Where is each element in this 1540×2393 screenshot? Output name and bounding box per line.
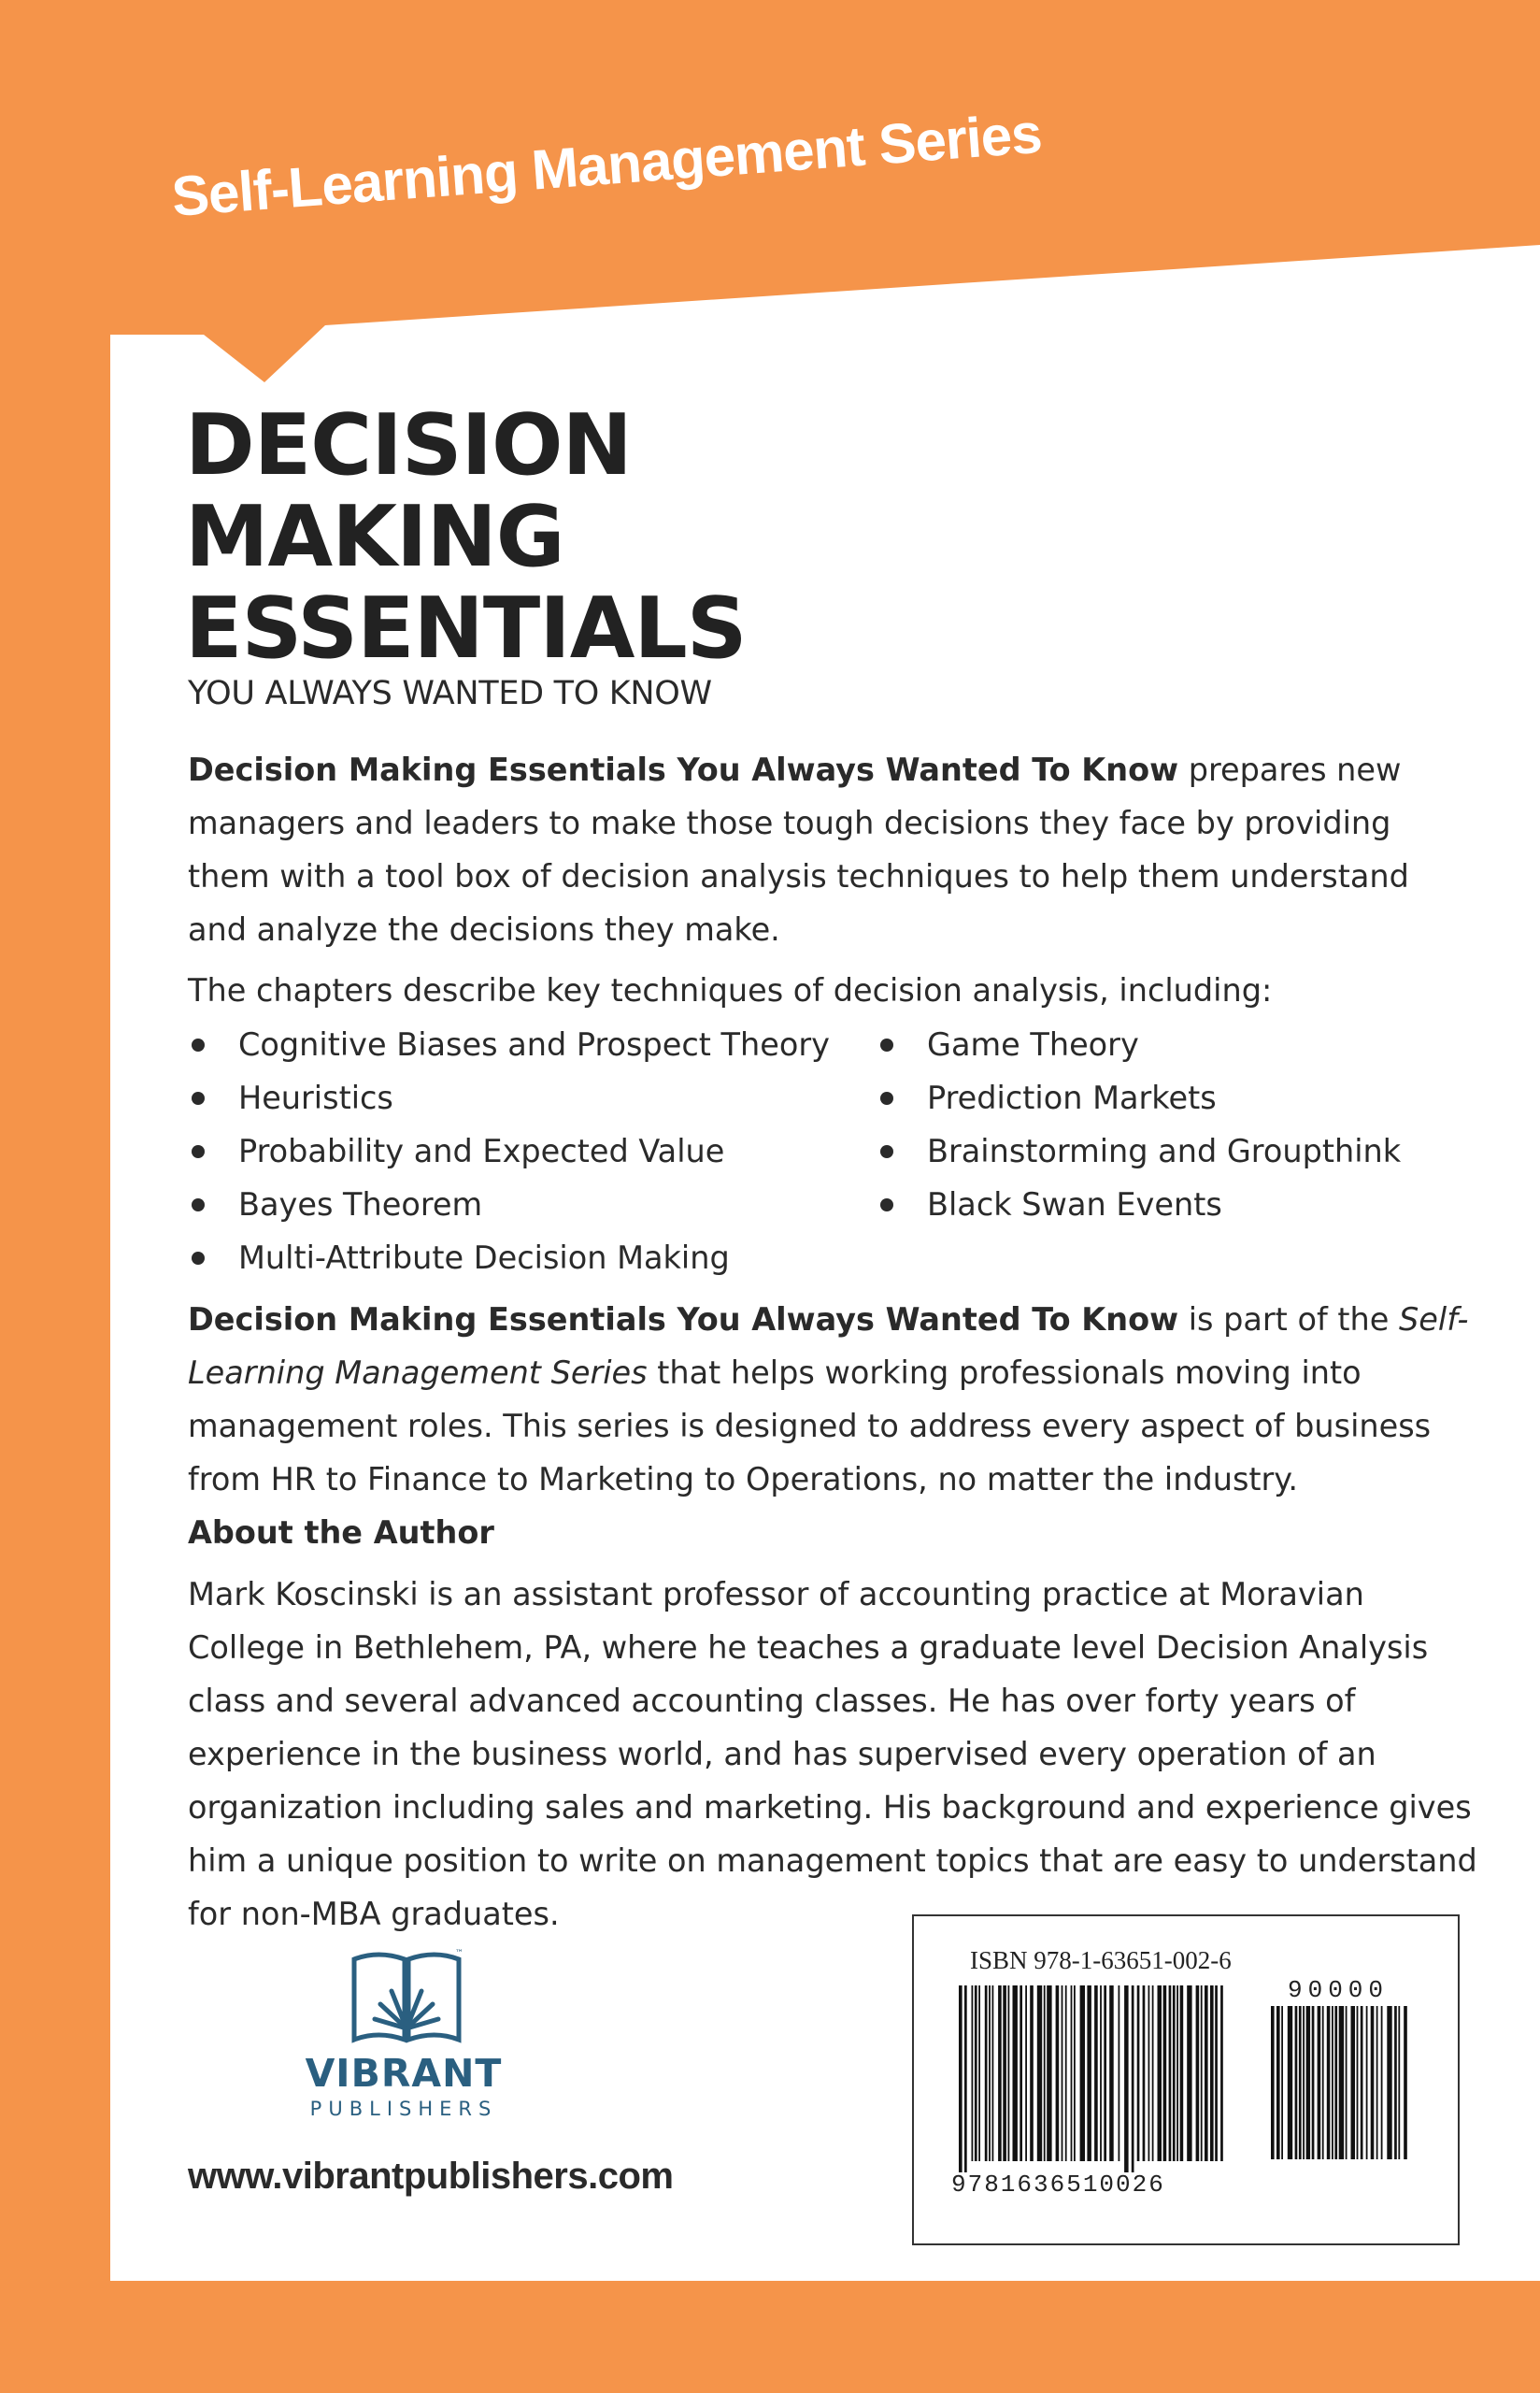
barcode-bar — [1327, 2006, 1331, 2159]
barcode-bar — [1187, 1985, 1191, 2161]
barcode-bar — [1334, 2006, 1337, 2159]
barcode-bar — [1124, 1985, 1129, 2172]
barcode-bar — [1318, 2006, 1321, 2159]
barcode-bar — [1152, 1985, 1154, 2161]
barcode-bar — [1339, 2006, 1344, 2159]
topic-item: Prediction Markets — [877, 1071, 1401, 1125]
barcode-bar — [1158, 1985, 1162, 2161]
intro-paragraph — [188, 743, 1477, 956]
topic-item: Black Swan Events — [877, 1178, 1401, 1231]
barcode-bar — [1281, 2006, 1283, 2159]
barcode-bar — [1312, 2006, 1315, 2159]
title-line-3: ESSENTIALS — [185, 580, 747, 678]
barcode-bar — [975, 1985, 977, 2161]
barcode-bar — [1351, 2006, 1356, 2159]
isbn-barcode — [912, 1914, 1460, 2245]
barcode-bar — [1357, 2006, 1359, 2159]
addon-barcode-bars — [1269, 2006, 1409, 2171]
barcode-bar — [1065, 1985, 1067, 2161]
barcode-bar — [1104, 1985, 1106, 2161]
barcode-bar — [1074, 1985, 1076, 2161]
barcode-bar — [1303, 2006, 1305, 2159]
series-title: Self-Learning Management Series — [169, 101, 1044, 228]
isbn-label: ISBN 978-1-63651-002-6 — [970, 1946, 1232, 1974]
series-paragraph — [188, 1293, 1477, 1506]
about-author-body: Mark Koscinski is an assistant professor of accounting practice at Moravian College in Bethlehem, PA, where he teaches a graduate level Decision Analysis class and several advanced accounting classes. He has over forty years of experience in the business world, and has supervised every operation of an organization including sales and marketing. His background and experience gives him a unique position to write on management topics that are easy to understand for non-MBA graduates. — [188, 1576, 1477, 1932]
barcode-bar — [1387, 2006, 1391, 2159]
barcode-bar — [1205, 1985, 1208, 2161]
barcode-bar — [1220, 1985, 1223, 2161]
barcode-bar — [1137, 1985, 1140, 2161]
topic-item: Heuristics — [188, 1071, 830, 1125]
barcode-bar — [1394, 2006, 1397, 2159]
barcode-bar — [1013, 1985, 1018, 2161]
series-text-2: that helps working professionals moving into management roles. This series is designed to address every aspect of business from HR to Finance to Marketing to Operations, no matter the industry. — [188, 1354, 1432, 1497]
barcode-bar — [1288, 2006, 1292, 2159]
topic-item: Cognitive Biases and Prospect Theory — [188, 1018, 830, 1071]
publisher-subname: PUBLISHERS — [309, 2098, 498, 2120]
barcode-digits: 9781636510026 — [951, 2171, 1165, 2199]
barcode-bar — [1201, 1985, 1203, 2161]
series-text-1: is part of the — [1178, 1301, 1400, 1338]
barcode-bar — [1062, 1985, 1063, 2161]
series-book-name: Decision Making Essentials You Always Wanted To Know — [188, 1301, 1179, 1338]
topics-list-right — [877, 1018, 1401, 1231]
barcode-bar — [1047, 1985, 1051, 2161]
barcode-bar — [1271, 2006, 1275, 2159]
barcode-bar — [1020, 1985, 1022, 2161]
barcode-bar — [1276, 2006, 1280, 2159]
barcode-bar — [1100, 1985, 1102, 2161]
barcode-bar — [1030, 1985, 1034, 2161]
open-book-icon — [350, 1946, 463, 2049]
main-barcode-bars — [957, 1985, 1228, 2172]
barcode-bar — [1376, 2006, 1378, 2159]
barcode-bar — [1037, 1985, 1042, 2161]
barcode-bar — [1332, 2006, 1333, 2159]
barcode-bar — [972, 1985, 974, 2161]
topics-list-left — [188, 1018, 830, 1284]
barcode-bar — [1094, 1985, 1098, 2161]
barcode-bar — [1361, 2006, 1363, 2159]
barcode-bar — [1180, 1985, 1184, 2161]
barcode-bar — [1148, 1985, 1150, 2161]
price-code: 90000 — [1288, 1976, 1390, 2004]
barcode-bar — [1044, 1985, 1046, 2161]
barcode-bar — [964, 1985, 967, 2172]
topic-item: Brainstorming and Groupthink — [877, 1125, 1401, 1178]
barcode-bar — [1163, 1985, 1167, 2161]
barcode-bar — [959, 1985, 962, 2172]
barcode-bar — [1003, 1985, 1006, 2161]
barcode-bar — [1169, 1985, 1172, 2161]
barcode-bar — [1087, 1985, 1091, 2161]
publisher-website[interactable]: www.vibrantpublishers.com — [188, 2156, 674, 2197]
barcode-bar — [1056, 1985, 1060, 2161]
barcode-bar — [1119, 1985, 1120, 2161]
barcode-bar — [1371, 2006, 1375, 2159]
publisher-name: VIBRANT — [305, 2051, 503, 2096]
barcode-bar — [998, 1985, 1002, 2161]
topic-item: Multi-Attribute Decision Making — [188, 1231, 830, 1284]
barcode-bar — [1173, 1985, 1176, 2161]
barcode-bar — [1306, 2006, 1311, 2159]
topic-item: Bayes Theorem — [188, 1178, 830, 1231]
barcode-bar — [1143, 1985, 1146, 2161]
barcode-bar — [1025, 1985, 1027, 2161]
barcode-bar — [1215, 1985, 1218, 2161]
barcode-bar — [1109, 1985, 1114, 2161]
barcode-bar — [1322, 2006, 1324, 2159]
barcode-bar — [1008, 1985, 1010, 2161]
book-subtitle: YOU ALWAYS WANTED TO KNOW — [188, 675, 712, 712]
book-title — [185, 396, 747, 678]
intro-book-name: Decision Making Essentials You Always Wanted To Know — [188, 752, 1179, 788]
barcode-bar — [1404, 2006, 1407, 2159]
barcode-bar — [985, 1985, 988, 2161]
barcode-bar — [1176, 1985, 1178, 2161]
barcode-bar — [1210, 1985, 1214, 2161]
barcode-bar — [1071, 1985, 1073, 2161]
barcode-bar — [1080, 1985, 1085, 2161]
publisher-logo — [292, 1946, 516, 2124]
barcode-bar — [1132, 1985, 1134, 2172]
barcode-bar — [1398, 2006, 1400, 2159]
barcode-bar — [1295, 2006, 1298, 2159]
barcode-bar — [1299, 2006, 1302, 2159]
about-author-heading: About the Author — [188, 1514, 494, 1551]
title-line-2: MAKING — [185, 488, 564, 586]
barcode-bar — [989, 1985, 991, 2161]
chapters-intro: The chapters describe key techniques of decision analysis, including: — [188, 972, 1273, 1009]
barcode-bar — [1366, 2006, 1368, 2159]
topic-item: Probability and Expected Value — [188, 1125, 830, 1178]
intro-text: prepares new managers and leaders to make those tough decisions they face by providing them with a tool box of decision analysis techniques to help them understand and analyze the decisions they make. — [188, 752, 1409, 948]
barcode-bar — [992, 1985, 994, 2161]
barcode-bar — [1196, 1985, 1200, 2161]
trademark-symbol: ™ — [455, 1949, 463, 1958]
title-line-1: DECISION — [185, 396, 632, 494]
topic-item: Game Theory — [877, 1018, 1401, 1071]
barcode-bar — [978, 1985, 980, 2161]
barcode-bar — [1346, 2006, 1348, 2159]
series-name-italic: Self-Learning Management Series — [188, 1301, 1469, 1391]
barcode-bar — [1381, 2006, 1383, 2159]
